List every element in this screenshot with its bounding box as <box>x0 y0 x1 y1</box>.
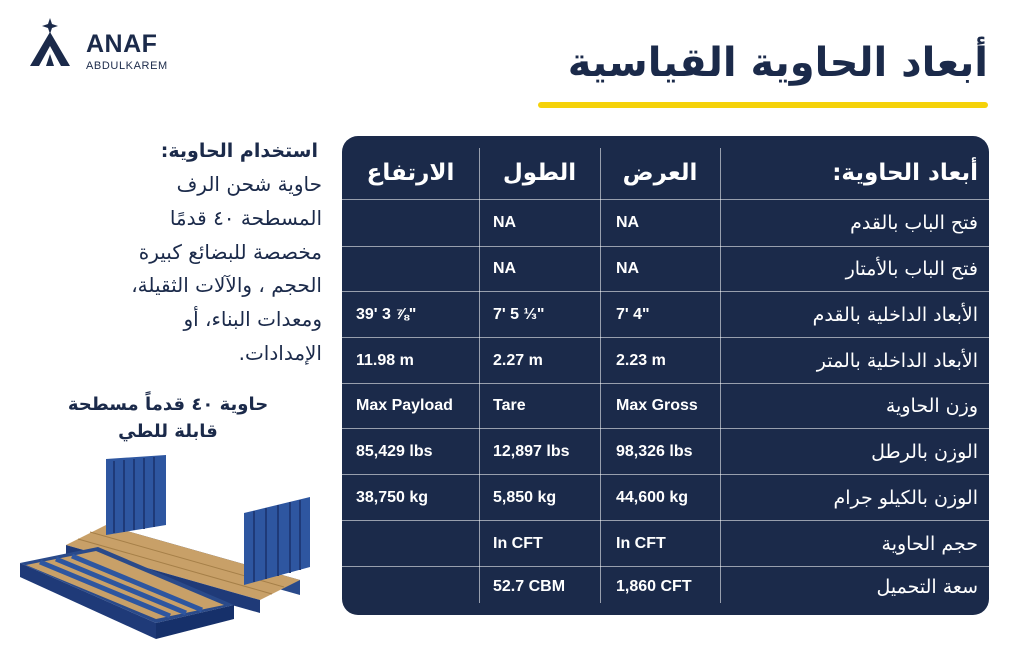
row-height: Max Payload <box>356 397 453 414</box>
row-height <box>356 247 478 291</box>
brand-mark-icon <box>26 18 80 70</box>
usage-line: ومعدات البناء، أو <box>183 307 322 331</box>
row-length: 12,897 lbs <box>493 442 570 460</box>
row-height: 11.98 m <box>356 351 414 369</box>
row-label: وزن الحاوية <box>885 395 978 417</box>
row-label: حجم الحاوية <box>881 532 978 555</box>
dimensions-table <box>342 136 989 615</box>
usage-heading: استخدام الحاوية: <box>160 140 318 162</box>
row-label: الأبعاد الداخلية بالمتر <box>816 349 978 372</box>
brand-name: ANAF <box>86 30 158 58</box>
row-length: NA <box>493 214 517 231</box>
row-width: 1,860 CFT <box>616 578 692 595</box>
row-height: 85,429 lbs <box>356 442 433 460</box>
row-width: 98,326 lbs <box>616 442 693 460</box>
header-width: العرض <box>622 160 698 186</box>
row-width: 7' 4" <box>616 305 650 323</box>
row-width: NA <box>616 260 640 277</box>
row-length: 52.7 CBM <box>493 578 566 595</box>
row-label: فتح الباب بالقدم <box>850 212 978 234</box>
caption-line-2: قابلة للطي <box>118 421 218 442</box>
row-length: Tare <box>493 397 526 414</box>
row-width: NA <box>616 214 640 231</box>
row-length: 7' 5 ⅓" <box>493 305 545 323</box>
header-length: الطول <box>502 160 577 186</box>
page-title: أبعاد الحاوية القياسية <box>567 40 988 86</box>
brand-logo <box>26 18 186 73</box>
usage-line: الإمدادات. <box>238 341 322 365</box>
title-underline <box>538 102 988 108</box>
row-label: الوزن بالرطل <box>871 440 978 463</box>
usage-line: الحجم ، والآلات الثقيلة، <box>131 273 322 297</box>
brand-subtitle: ABDULKAREM <box>86 60 168 72</box>
row-width: 44,600 kg <box>616 488 689 506</box>
row-width: In CFT <box>616 534 666 552</box>
row-label: الوزن بالكيلو جرام <box>833 486 978 509</box>
row-label: الأبعاد الداخلية بالقدم <box>812 303 978 326</box>
caption-line-1: حاوية ٤٠ قدماً مسطحة <box>67 394 269 415</box>
row-height: 38,750 kg <box>356 488 429 506</box>
usage-line: حاوية شحن الرف <box>176 172 322 196</box>
row-height <box>356 567 478 607</box>
row-height <box>356 200 478 246</box>
row-length: 5,850 kg <box>493 488 557 506</box>
row-length: In CFT <box>493 534 543 552</box>
usage-line: المسطحة ٤٠ قدمًا <box>169 206 322 230</box>
header-height: الارتفاع <box>366 160 455 186</box>
row-label: سعة التحميل <box>876 576 978 598</box>
row-width: Max Gross <box>616 397 698 414</box>
row-length: 2.27 m <box>493 351 543 369</box>
row-length: NA <box>493 260 517 277</box>
header-dimensions: أبعاد الحاوية: <box>832 160 978 186</box>
row-height <box>356 521 478 566</box>
row-width: 2.23 m <box>616 351 666 369</box>
row-height: 39' 3 ⅞" <box>356 305 417 323</box>
flat-rack-container-illustration <box>10 455 320 655</box>
usage-line: مخصصة للبضائع كبيرة <box>138 240 322 264</box>
row-label: فتح الباب بالأمتار <box>845 258 978 280</box>
